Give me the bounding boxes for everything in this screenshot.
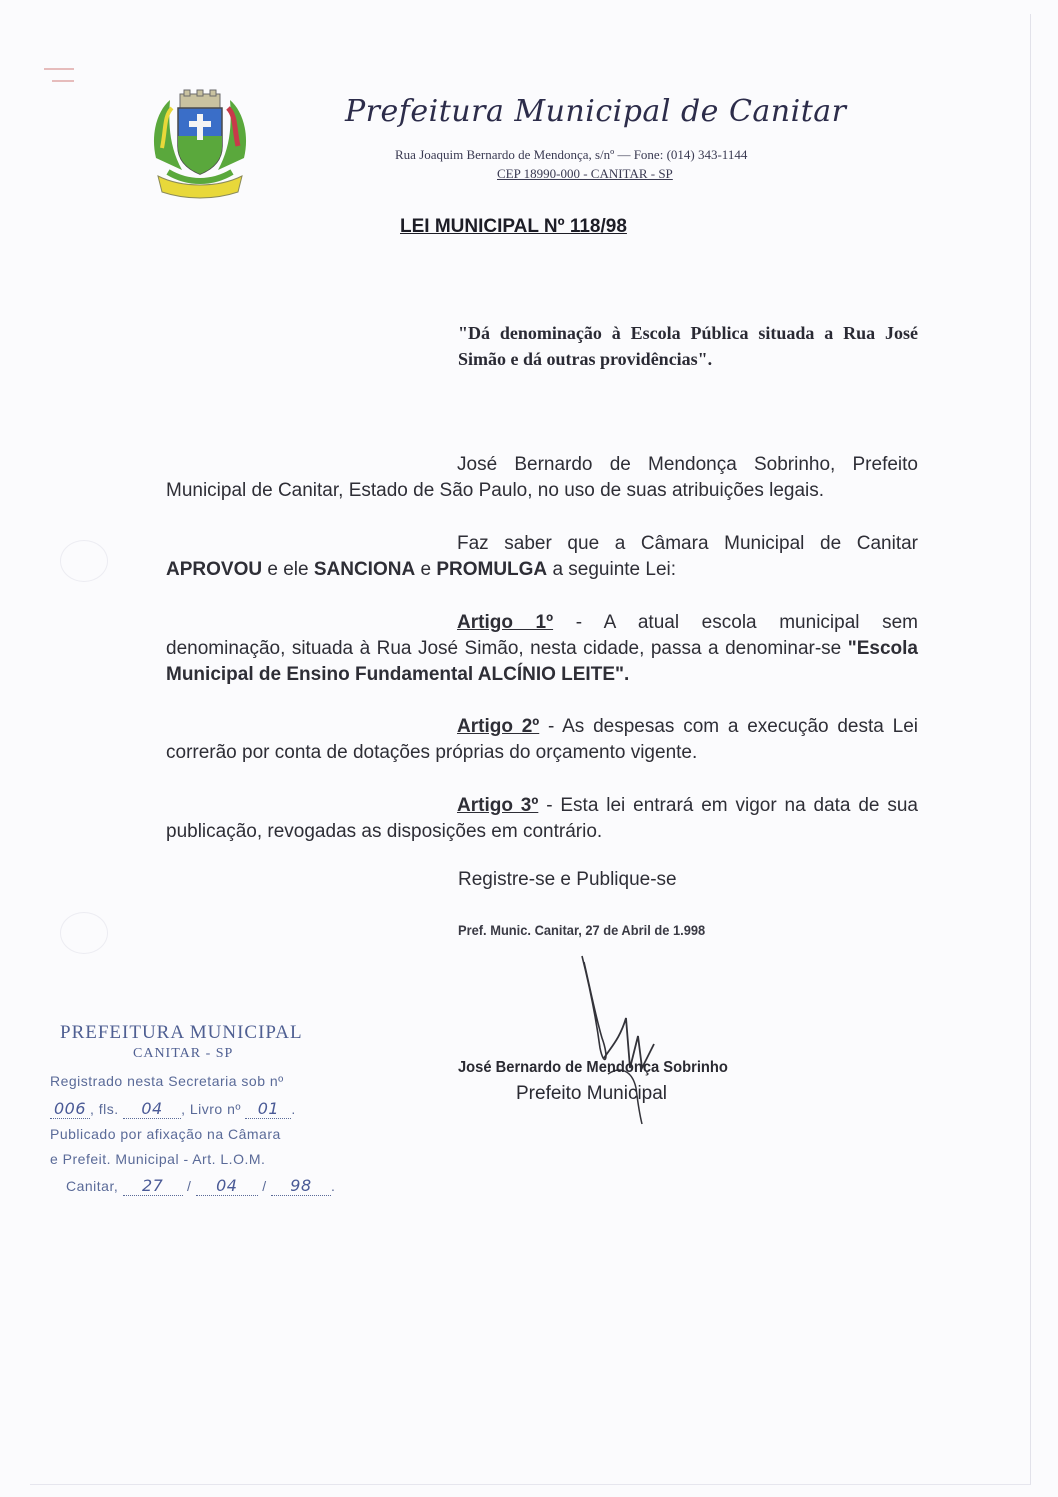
article-2 (166, 714, 918, 766)
stamp-published-line: Publicado por afixação na Câmara (50, 1126, 281, 1142)
stamp-city: CANITAR - SP (133, 1046, 234, 1061)
registre-publique: Registre-se e Publique-se (458, 869, 677, 890)
stamp-month: 04 (196, 1176, 258, 1196)
promulga-text: PROMULGA (436, 559, 548, 580)
stamp-livro-label: , Livro nº (181, 1101, 241, 1117)
intro-text: José Bernardo de Mendonça Sobrinho, Prefeito Municipal de Canitar, Estado de São Paulo, no uso de suas atribuições legais. (166, 454, 918, 501)
stamp-reg-number: 006 (50, 1099, 90, 1119)
signatory-name: José Bernardo de Mendonça Sobrinho (458, 1059, 728, 1076)
promulgation-text: Faz saber que a Câmara Municipal de Canitar (457, 533, 918, 554)
stamp-article-line: e Prefeit. Municipal - Art. L.O.M. (50, 1151, 266, 1167)
school-name: "Escola Municipal de Ensino Fundamental ALCÍNIO LEITE". (166, 638, 919, 685)
article-1-text: - A atual escola municipal sem denominação, situada à Rua José Simão, nesta cidade, passa a denominar-se (166, 612, 919, 659)
article-2-text: - As despesas com a execução desta Lei correrão por conta de dotações próprias do orçamento vigente. (166, 716, 918, 763)
article-1 (166, 610, 918, 688)
stamp-fls-value: 04 (123, 1099, 181, 1119)
signatory-role: Prefeito Municipal (516, 1083, 668, 1104)
stamp-date-line: Canitar, 27 / 04 / 98 . (66, 1176, 336, 1195)
stamp-title: PREFEITURA MUNICIPAL (60, 1022, 303, 1043)
stamp-canitar-label: Canitar, (66, 1178, 119, 1194)
aprovou-text: APROVOU (166, 559, 263, 580)
stamp-registered-line: Registrado nesta Secretaria sob nº (50, 1073, 284, 1089)
institution-address: Rua Joaquim Bernardo de Mendonça, s/nº — Fone: (014) 343-1144 (395, 147, 748, 162)
article-1-label: Artigo 1º (457, 612, 554, 633)
stamp-year: 98 (271, 1176, 331, 1196)
stamp-day: 27 (123, 1176, 183, 1196)
sanciona-text: SANCIONA (313, 559, 416, 580)
connector-text: e ele (267, 559, 309, 580)
scan-mark (44, 68, 74, 70)
scan-mark (52, 80, 74, 82)
article-3 (166, 793, 918, 845)
article-3-label: Artigo 3º (457, 795, 539, 816)
stamp-livro-value: 01 (245, 1099, 291, 1119)
promulgation-text-end: a seguinte Lei: (552, 559, 677, 580)
place-date: Pref. Munic. Canitar, 27 de Abril de 1.998 (458, 922, 706, 938)
coat-of-arms-icon (148, 88, 252, 200)
institution-cep: CEP 18990-000 - CANITAR - SP (497, 166, 673, 181)
connector-text: e (420, 559, 432, 580)
institution-title: Prefeitura Municipal de Canitar (345, 94, 847, 129)
article-3-text: - Esta lei entrará em vigor na data de sua publicação, revogadas as disposições em contrário. (166, 795, 919, 842)
punch-hole (60, 912, 108, 954)
punch-hole (60, 540, 108, 582)
law-ementa: "Dá denominação à Escola Pública situada a Rua José Simão e dá outras providências". (458, 323, 918, 369)
promulgation-paragraph (166, 531, 918, 583)
stamp-fls-label: , fls. (90, 1101, 119, 1117)
law-title: LEI MUNICIPAL Nº 118/98 (400, 216, 627, 237)
intro-paragraph (166, 452, 918, 504)
stamp-fls-line: 006 , fls. 04 , Livro nº 01 . (50, 1099, 296, 1119)
article-2-label: Artigo 2º (457, 716, 540, 737)
